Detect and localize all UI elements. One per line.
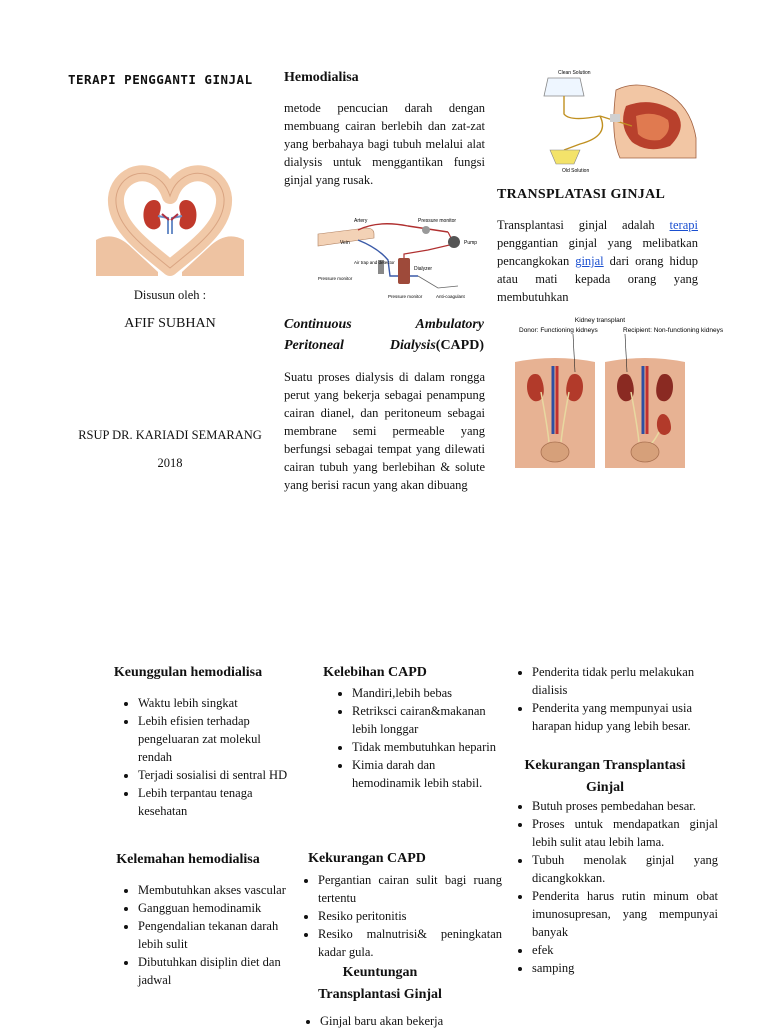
label-recipient: Recipient: Non-functioning kidneys xyxy=(623,327,724,334)
label-vein: Vein xyxy=(340,240,350,246)
list-item: • Penderita tidak perlu melakukan dialisis xyxy=(532,663,718,699)
list-item: • Lebih terpantau tenaga kesehatan xyxy=(138,784,290,820)
capd-heading-full: Continuous Ambulatory Peritoneal Dialysis xyxy=(284,317,484,353)
kelemahan-hd-heading: Kelemahan hemodialisa xyxy=(116,852,260,867)
heart-hands-kidney-image xyxy=(96,156,244,276)
author-name: AFIF SUBHAN xyxy=(124,316,216,331)
list-item: • Butuh proses pembedahan besar. xyxy=(532,797,718,815)
label-pressure-monitor-bottom: Pressure monitor xyxy=(388,294,423,299)
label-old-solution: Old Solution xyxy=(562,168,590,174)
capd-heading xyxy=(284,314,484,356)
link-terapi[interactable]: terapi xyxy=(669,218,698,232)
list-item: • Terjadi sosialisi di sentral HD xyxy=(138,766,290,784)
list-item: • Gangguan hemodinamik xyxy=(138,899,290,917)
kelemahan-hd-list xyxy=(120,881,290,989)
kekurangan-tx-heading: Kekurangan Transplantasi Ginjal xyxy=(524,758,686,795)
label-air-trap: Air trap and detector xyxy=(354,260,395,265)
list-item: • Tidak membutuhkan heparin xyxy=(352,738,502,756)
transplant-heading: TRANSPLATASI GINJAL xyxy=(497,187,666,202)
keunggulan-hd-list xyxy=(120,694,290,820)
hemodialisa-heading: Hemodialisa xyxy=(284,70,359,85)
kidney-transplant-figure xyxy=(513,314,724,468)
label-pressure-monitor-top: Pressure monitor xyxy=(418,218,457,224)
list-item: • Penderita harus rutin minum obat imunosupresan, yang mempunyai banyak xyxy=(532,887,718,941)
kekurangan-tx-list xyxy=(514,797,718,977)
keuntungan-tx-list xyxy=(302,1012,504,1030)
kelebihan-capd-list xyxy=(334,684,502,792)
hemodialisa-description: metode pencucian darah dengan membuang cairan berlebih dan zat-zat yang berbahaya bagi tubuh melalui alat dialysis untuk menggantikan fungsi ginjal yang rusak. xyxy=(284,101,485,187)
list-item: • samping xyxy=(532,959,718,977)
list-item: • Resiko malnutrisi& peningkatan kadar gula. xyxy=(318,925,502,961)
label-clean-solution: Clean Solution xyxy=(558,70,591,76)
list-item: • Mandiri,lebih bebas xyxy=(352,684,502,702)
hemodialysis-diagram xyxy=(318,214,486,302)
list-item: • Proses untuk mendapatkan ginjal lebih sulit atau lebih lama. xyxy=(532,815,718,851)
list-item: • Tubuh menolak ginjal yang dicangkokkan. xyxy=(532,851,718,887)
list-item: • Resiko peritonitis xyxy=(318,907,502,925)
transplant-text-1: Transplantasi ginjal adalah xyxy=(497,218,670,232)
keunggulan-hd-heading: Keunggulan hemodialisa xyxy=(113,665,263,680)
label-anti-coagulant: Anti-coagulant xyxy=(436,294,465,299)
author-label: Disusun oleh : xyxy=(133,288,207,302)
list-item: • Dibutuhkan disiplin diet dan jadwal xyxy=(138,953,290,989)
link-ginjal[interactable]: ginjal xyxy=(575,254,604,268)
kelebihan-capd-heading: Kelebihan CAPD xyxy=(323,665,427,680)
list-item: • Retriksci cairan&makanan lebih longgar xyxy=(352,702,502,738)
list-item: • Penderita yang mempunyai usia harapan hidup yang lebih besar. xyxy=(532,699,718,735)
transplant-description xyxy=(497,216,698,306)
list-item: • Kimia darah dan hemodinamik lebih stabil. xyxy=(352,756,502,792)
label-dialyzer: Dialyzer xyxy=(414,266,433,272)
keuntungan-tx-list-continued xyxy=(514,663,718,735)
list-item: • Pengendalian tekanan darah lebih sulit xyxy=(138,917,290,953)
keuntungan-tx-heading: Keuntungan Transplantasi Ginjal xyxy=(318,965,442,1002)
capd-diagram xyxy=(540,66,700,174)
transplant-text-2: penggantian ginjal yang melibatkan pencangkokan xyxy=(497,236,698,268)
list-item: • Ginjal baru akan bekerja xyxy=(320,1012,504,1030)
list-item: • efek xyxy=(532,941,718,959)
label-kidney-transplant: Kidney transplant xyxy=(574,317,626,324)
capd-heading-abbr: (CAPD) xyxy=(435,338,484,353)
label-pressure-monitor-left: Pressure monitor xyxy=(318,276,353,281)
list-item: • Membutuhkan akses vascular xyxy=(138,881,290,899)
brochure-title: TERAPI PENGGANTI GINJAL xyxy=(68,72,253,87)
kekurangan-capd-heading: Kekurangan CAPD xyxy=(308,851,426,866)
kekurangan-capd-list xyxy=(300,871,502,961)
label-artery: Artery xyxy=(354,218,368,224)
label-pump: Pump xyxy=(464,240,478,246)
year-label: 2018 xyxy=(157,456,183,470)
institution-name: RSUP DR. KARIADI SEMARANG xyxy=(78,428,262,442)
list-item: • Pergantian cairan sulit bagi ruang tertentu xyxy=(318,871,502,907)
transplant-text-3: dari orang hidup atau mati kepada orang yang membutuhkan xyxy=(497,254,698,304)
list-item: • Waktu lebih singkat xyxy=(138,694,290,712)
capd-description: Suatu proses dialysis di dalam rongga perut yang bekerja sebagai penampung cairan dianel, dan peritoneum sebagai membrane semi permeable yang berfungsi sebagai tempat yang dilewati cairan tubuh yang berlebihan & solute yang berisi racun yang akan dibuang xyxy=(284,370,485,492)
label-donor: Donor: Functioning kidneys xyxy=(519,327,598,334)
list-item: • Lebih efisien terhadap pengeluaran zat molekul rendah xyxy=(138,712,290,766)
